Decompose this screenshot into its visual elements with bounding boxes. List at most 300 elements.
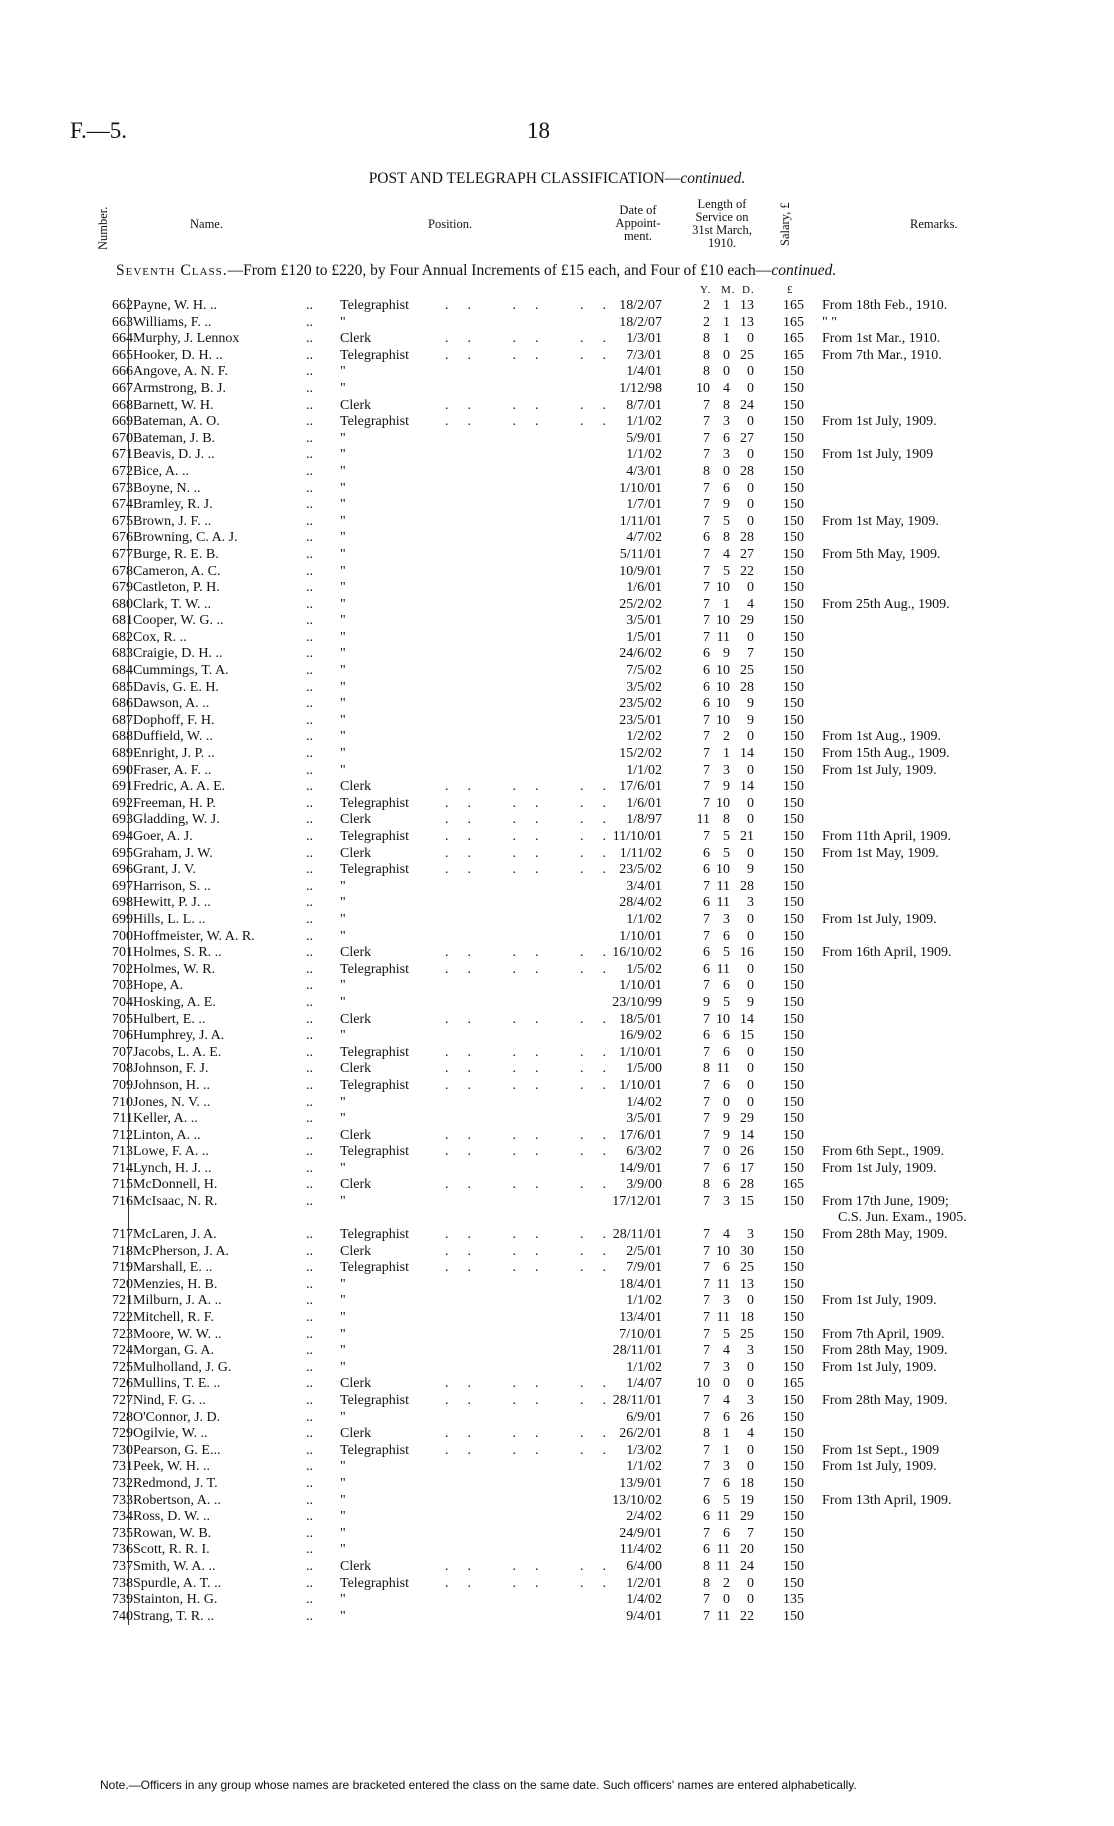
row-number: 688 <box>112 729 133 745</box>
appointment-date: 3/4/01 <box>626 878 662 894</box>
table-row <box>0 1293 1114 1310</box>
officer-position: " <box>340 1359 346 1375</box>
row-number: 714 <box>112 1160 133 1176</box>
service-days: 13 <box>740 298 754 313</box>
officer-name: Lowe, F. A. .. <box>128 1144 209 1161</box>
table-row <box>0 1542 1114 1559</box>
leader-dots: .. .. .. <box>445 1077 625 1093</box>
officer-name: McDonnell, H. <box>128 1177 217 1194</box>
service-days: 19 <box>740 1492 754 1508</box>
table-row <box>0 929 1114 946</box>
appointment-date: 28/11/01 <box>612 1393 662 1408</box>
table-row <box>0 680 1114 697</box>
appointment-date: 11/4/02 <box>619 1542 662 1558</box>
table-row <box>0 713 1114 730</box>
service-years: 7 <box>703 1077 710 1093</box>
officer-name: Ross, D. W. .. <box>128 1509 210 1526</box>
table-row <box>0 1310 1114 1327</box>
salary-value: 150 <box>783 1575 804 1591</box>
service-months: 4 <box>723 380 730 396</box>
appointment-date: 6/3/02 <box>626 1144 662 1160</box>
row-number: 740 <box>112 1608 133 1624</box>
officer-name: Barnett, W. H. <box>128 398 214 415</box>
service-years: 7 <box>703 629 710 645</box>
row-number: 706 <box>112 1028 133 1044</box>
service-months: 9 <box>723 1127 730 1143</box>
appointment-date: 1/6/01 <box>626 795 662 811</box>
leader-dots: .. .. .. <box>445 812 625 828</box>
service-days: 3 <box>747 1393 754 1408</box>
officer-position: " <box>340 1459 346 1475</box>
table-row <box>0 746 1114 763</box>
service-months: 6 <box>723 1028 730 1044</box>
officer-name: Craigie, D. H. .. <box>128 646 222 663</box>
remarks-text: From 1st Sept., 1909 <box>822 1442 940 1458</box>
officer-position: Telegraphist <box>340 829 409 844</box>
leader-dots: .. <box>306 1393 313 1408</box>
officer-position: " <box>340 712 346 728</box>
officer-name: Hewitt, P. J. .. <box>128 895 211 912</box>
officer-name: Boyne, N. .. <box>128 481 201 498</box>
leader-dots: .. <box>306 463 313 479</box>
table-row <box>0 564 1114 581</box>
officer-position: Telegraphist <box>340 1077 409 1093</box>
remarks-text: From 7th Mar., 1910. <box>822 347 942 363</box>
service-days: 0 <box>747 447 754 463</box>
officer-position: " <box>340 546 346 562</box>
service-years: 7 <box>703 1243 710 1259</box>
table-row <box>0 381 1114 398</box>
officer-position: " <box>340 679 346 695</box>
service-days: 0 <box>747 1459 754 1475</box>
table-row <box>0 530 1114 547</box>
officer-position: Clerk <box>340 779 372 795</box>
service-years: 7 <box>703 928 710 944</box>
service-days: 0 <box>747 1592 754 1608</box>
appointment-date: 1/10/01 <box>619 1044 662 1060</box>
table-row <box>0 879 1114 896</box>
service-years: 6 <box>703 646 710 662</box>
service-months: 1 <box>723 331 730 347</box>
row-number: 665 <box>112 347 133 363</box>
leader-dots: .. <box>306 928 313 944</box>
appointment-date: 18/5/01 <box>619 1011 662 1027</box>
service-days: 0 <box>747 1359 754 1375</box>
service-years: 7 <box>703 1359 710 1375</box>
service-years: 7 <box>703 1127 710 1143</box>
leader-dots: .. <box>306 1376 313 1392</box>
officer-name: Marshall, E. .. <box>128 1260 212 1277</box>
appointment-date: 15/2/02 <box>619 746 662 762</box>
leader-dots: .. <box>306 447 313 463</box>
class-description: —From £120 to £220, by Four Annual Increments of £15 each, and Four of £10 each— <box>227 262 772 279</box>
appointment-date: 17/6/01 <box>619 779 662 795</box>
service-months: 10 <box>716 712 730 728</box>
officer-position: " <box>340 580 346 596</box>
officer-position: Clerk <box>340 812 372 828</box>
row-number: 712 <box>112 1127 133 1143</box>
service-months: 6 <box>723 1177 730 1193</box>
service-years: 7 <box>703 1592 710 1608</box>
officer-name: Fraser, A. F. .. <box>128 763 211 780</box>
table-row <box>0 447 1114 464</box>
officer-name: Grant, J. V. <box>128 862 196 879</box>
service-days: 9 <box>747 712 754 728</box>
officer-position: Telegraphist <box>340 1227 409 1243</box>
officer-position: " <box>340 530 346 546</box>
officer-name: Holmes, S. R. .. <box>128 945 222 962</box>
appointment-date: 23/5/02 <box>619 862 662 878</box>
officer-name: Scott, R. R. I. <box>128 1542 210 1559</box>
salary-value: 150 <box>783 961 804 977</box>
service-days: 0 <box>747 978 754 994</box>
service-months: 6 <box>723 1525 730 1541</box>
service-years: 7 <box>703 911 710 927</box>
appointment-date: 5/9/01 <box>626 430 662 446</box>
row-number: 698 <box>112 895 133 911</box>
officer-position: Telegraphist <box>340 862 409 878</box>
leader-dots: .. <box>306 580 313 596</box>
salary-value: 150 <box>783 580 804 596</box>
salary-value: 150 <box>783 1509 804 1525</box>
service-days: 25 <box>740 1260 754 1276</box>
footnote: Note.—Officers in any group whose names are bracketed entered the class on the same date. Such officers' names are entered alphabetically. <box>100 1778 857 1792</box>
appointment-date: 1/1/02 <box>626 414 662 430</box>
row-number: 701 <box>112 945 133 961</box>
salary-value: 150 <box>783 480 804 496</box>
officer-position: " <box>340 430 346 446</box>
officer-name: Goer, A. J. <box>128 829 193 846</box>
row-number: 721 <box>112 1293 133 1309</box>
leader-dots: .. .. .. <box>445 795 625 811</box>
service-months: 3 <box>723 1359 730 1375</box>
salary-value: 150 <box>783 895 804 911</box>
appointment-date: 13/4/01 <box>619 1310 662 1326</box>
officer-position: " <box>340 1094 346 1110</box>
service-years: 7 <box>703 746 710 762</box>
leader-dots: .. .. .. <box>445 298 625 313</box>
table-row <box>0 1360 1114 1377</box>
officer-name: Jacobs, L. A. E. <box>128 1045 221 1062</box>
service-months: 1 <box>723 1442 730 1458</box>
leader-dots: .. .. .. <box>445 1227 625 1243</box>
salary-value: 150 <box>783 1260 804 1276</box>
row-number: 707 <box>112 1044 133 1060</box>
officer-position: " <box>340 696 346 712</box>
service-months: 8 <box>723 812 730 828</box>
leader-dots: .. <box>306 911 313 927</box>
service-years: 7 <box>703 878 710 894</box>
officer-position: " <box>340 1310 346 1326</box>
service-days: 28 <box>740 463 754 479</box>
leader-dots: .. <box>306 1077 313 1093</box>
officer-position: " <box>340 1326 346 1342</box>
officer-name: Rowan, W. B. <box>128 1526 211 1543</box>
service-days: 0 <box>747 380 754 396</box>
appointment-date: 7/10/01 <box>619 1326 662 1342</box>
salary-value: 150 <box>783 1111 804 1127</box>
leader-dots: .. .. .. <box>445 1393 625 1408</box>
officer-name: Strang, T. R. .. <box>128 1609 214 1626</box>
appointment-date: 1/4/02 <box>626 1592 662 1608</box>
leader-dots: .. <box>306 1592 313 1608</box>
leader-dots: .. <box>306 945 313 961</box>
salary-value: 150 <box>783 945 804 961</box>
service-years: 8 <box>703 331 710 347</box>
remarks-text: From 15th Aug., 1909. <box>822 746 950 762</box>
leader-dots: .. <box>306 1111 313 1127</box>
leader-dots: .. <box>306 878 313 894</box>
service-months: 3 <box>723 1459 730 1475</box>
officer-position: " <box>340 380 346 396</box>
table-row <box>0 1244 1114 1261</box>
salary-value: 150 <box>783 1608 804 1624</box>
service-years: 7 <box>703 1094 710 1110</box>
row-number: 704 <box>112 994 133 1010</box>
officer-position: " <box>340 1343 346 1359</box>
row-number: 739 <box>112 1592 133 1608</box>
officer-position: " <box>340 613 346 629</box>
leader-dots: .. <box>306 812 313 828</box>
officer-position: Clerk <box>340 945 372 961</box>
service-days: 3 <box>747 1227 754 1243</box>
service-years: 7 <box>703 1525 710 1541</box>
officer-name: Cummings, T. A. <box>128 663 229 680</box>
salary-value: 150 <box>783 1459 804 1475</box>
leader-dots: .. .. .. <box>445 1442 625 1458</box>
salary-value: 150 <box>783 1359 804 1375</box>
service-years: 7 <box>703 762 710 778</box>
service-days: 25 <box>740 347 754 363</box>
remarks-text: From 1st July, 1909. <box>822 1459 937 1475</box>
row-number: 664 <box>112 331 133 347</box>
leader-dots: .. <box>306 530 313 546</box>
officer-name: Cooper, W. G. .. <box>128 613 223 630</box>
leader-dots: .. <box>306 1310 313 1326</box>
length-header-line-4: 1910. <box>707 236 737 250</box>
leader-dots: .. <box>306 1160 313 1176</box>
service-months: 9 <box>723 497 730 513</box>
appointment-date: 13/10/02 <box>612 1492 662 1508</box>
row-number: 726 <box>112 1376 133 1392</box>
service-days: 0 <box>747 1044 754 1060</box>
officer-name: Burge, R. E. B. <box>128 547 219 564</box>
service-days: 0 <box>747 1442 754 1458</box>
service-years: 7 <box>703 1044 710 1060</box>
salary-value: 150 <box>783 1094 804 1110</box>
appointment-date: 1/7/01 <box>626 497 662 513</box>
service-years: 7 <box>703 712 710 728</box>
service-months: 9 <box>723 1111 730 1127</box>
service-years: 7 <box>703 1227 710 1243</box>
date-header-line-3: ment. <box>623 229 653 243</box>
leader-dots: .. <box>306 613 313 629</box>
row-number: 694 <box>112 829 133 844</box>
service-years: 8 <box>703 1177 710 1193</box>
service-years: 9 <box>703 994 710 1010</box>
table-row <box>0 812 1114 829</box>
classification-table <box>0 298 1114 1625</box>
leader-dots: .. .. .. <box>445 1575 625 1591</box>
officer-name: Nind, F. G. .. <box>128 1393 206 1410</box>
table-row <box>0 630 1114 647</box>
salary-value: 150 <box>783 1011 804 1027</box>
service-years: 7 <box>703 1326 710 1342</box>
remarks-text: From 1st July, 1909. <box>822 1359 937 1375</box>
officer-position: " <box>340 629 346 645</box>
service-days: 0 <box>747 928 754 944</box>
officer-name: Gladding, W. J. <box>128 812 220 829</box>
service-months: 5 <box>723 563 730 579</box>
unit-days: D. <box>742 284 755 296</box>
appointment-date: 11/10/01 <box>612 829 662 844</box>
service-years: 7 <box>703 1310 710 1326</box>
service-years: 6 <box>703 1509 710 1525</box>
salary-value: 150 <box>783 1525 804 1541</box>
leader-dots: .. <box>306 1359 313 1375</box>
salary-value: 135 <box>783 1592 804 1608</box>
officer-position: " <box>340 1293 346 1309</box>
officer-position: " <box>340 480 346 496</box>
officer-name: Dawson, A. .. <box>128 696 209 713</box>
officer-position: " <box>340 1542 346 1558</box>
leader-dots: .. <box>306 862 313 878</box>
leader-dots: .. <box>306 596 313 612</box>
service-years: 6 <box>703 679 710 695</box>
service-months: 6 <box>723 1475 730 1491</box>
salary-value: 150 <box>783 1310 804 1326</box>
row-number: 673 <box>112 480 133 496</box>
salary-value: 150 <box>783 1426 804 1442</box>
table-row <box>0 348 1114 365</box>
salary-value: 150 <box>783 380 804 396</box>
leader-dots: .. .. .. <box>445 1011 625 1027</box>
row-number: 724 <box>112 1343 133 1359</box>
salary-value: 150 <box>783 978 804 994</box>
service-months: 4 <box>723 1343 730 1359</box>
service-years: 7 <box>703 1343 710 1359</box>
officer-name: Milburn, J. A. .. <box>128 1293 222 1310</box>
table-row <box>0 729 1114 746</box>
appointment-date: 1/5/02 <box>626 961 662 977</box>
service-years: 8 <box>703 1061 710 1077</box>
service-days: 13 <box>740 1276 754 1292</box>
service-days: 29 <box>740 1509 754 1525</box>
service-months: 6 <box>723 1409 730 1425</box>
table-row <box>0 1476 1114 1493</box>
remarks-text: From 1st July, 1909 <box>822 447 934 463</box>
service-years: 7 <box>703 613 710 629</box>
remarks-text: From 1st May, 1909. <box>822 513 939 529</box>
salary-value: 165 <box>783 314 804 330</box>
table-row <box>0 514 1114 531</box>
leader-dots: .. <box>306 712 313 728</box>
row-number: 662 <box>112 298 133 313</box>
service-days: 13 <box>740 314 754 330</box>
appointment-date: 3/5/02 <box>626 679 662 695</box>
appointment-date: 1/10/01 <box>619 1077 662 1093</box>
appointment-date: 8/7/01 <box>626 397 662 413</box>
officer-name: Keller, A. .. <box>128 1111 198 1128</box>
service-years: 7 <box>703 1475 710 1491</box>
service-months: 1 <box>723 298 730 313</box>
appointment-date: 28/11/01 <box>612 1343 662 1359</box>
service-days: 0 <box>747 729 754 745</box>
officer-name: Pearson, G. E... <box>128 1443 221 1460</box>
row-number: 685 <box>112 679 133 695</box>
leader-dots: .. .. .. <box>445 397 625 413</box>
service-months: 11 <box>716 878 730 894</box>
table-row <box>0 364 1114 381</box>
officer-position: " <box>340 1509 346 1525</box>
service-years: 7 <box>703 497 710 513</box>
appointment-date: 6/4/00 <box>626 1558 662 1574</box>
service-days: 22 <box>740 1608 754 1624</box>
leader-dots: .. <box>306 314 313 330</box>
table-row <box>0 646 1114 663</box>
service-months: 0 <box>723 347 730 363</box>
row-number: 691 <box>112 779 133 795</box>
table-row <box>0 1559 1114 1576</box>
service-months: 10 <box>716 862 730 878</box>
row-number: 715 <box>112 1177 133 1193</box>
officer-name: McLaren, J. A. <box>128 1227 217 1244</box>
service-months: 3 <box>723 1293 730 1309</box>
leader-dots: .. <box>306 1094 313 1110</box>
leader-dots: .. <box>306 1028 313 1044</box>
service-years: 2 <box>703 314 710 330</box>
service-years: 8 <box>703 463 710 479</box>
appointment-date: 5/11/01 <box>619 546 662 562</box>
row-number: 716 <box>112 1194 133 1210</box>
officer-name: Duffield, W. .. <box>128 729 213 746</box>
salary-value: 150 <box>783 1293 804 1309</box>
appointment-date: 10/9/01 <box>619 563 662 579</box>
service-years: 7 <box>703 1459 710 1475</box>
row-number: 675 <box>112 513 133 529</box>
table-row <box>0 597 1114 614</box>
service-days: 0 <box>747 961 754 977</box>
officer-name: Hosking, A. E. <box>128 995 216 1012</box>
officer-name: Fredric, A. A. E. <box>128 779 225 796</box>
row-number: 674 <box>112 497 133 513</box>
service-days: 0 <box>747 795 754 811</box>
table-row <box>0 1509 1114 1526</box>
officer-name: Hope, A. <box>128 978 183 995</box>
officer-name: Payne, W. H. .. <box>128 298 217 315</box>
service-days: 21 <box>740 829 754 844</box>
appointment-date: 23/10/99 <box>612 994 662 1010</box>
service-months: 10 <box>716 580 730 596</box>
officer-position: " <box>340 646 346 662</box>
officer-position: Clerk <box>340 1011 372 1027</box>
table-row <box>0 580 1114 597</box>
leader-dots: .. <box>306 795 313 811</box>
leader-dots: .. <box>306 364 313 380</box>
appointment-date: 4/3/01 <box>626 463 662 479</box>
row-number: 681 <box>112 613 133 629</box>
service-days: 29 <box>740 1111 754 1127</box>
officer-position: " <box>340 1194 346 1210</box>
appointment-date: 2/5/01 <box>626 1243 662 1259</box>
salary-value: 150 <box>783 746 804 762</box>
table-row <box>0 1493 1114 1510</box>
title-main: POST AND TELEGRAPH CLASSIFICATION— <box>368 170 681 187</box>
service-years: 7 <box>703 513 710 529</box>
appointment-date: 2/4/02 <box>626 1509 662 1525</box>
service-days: 4 <box>747 596 754 612</box>
salary-value: 165 <box>783 298 804 313</box>
